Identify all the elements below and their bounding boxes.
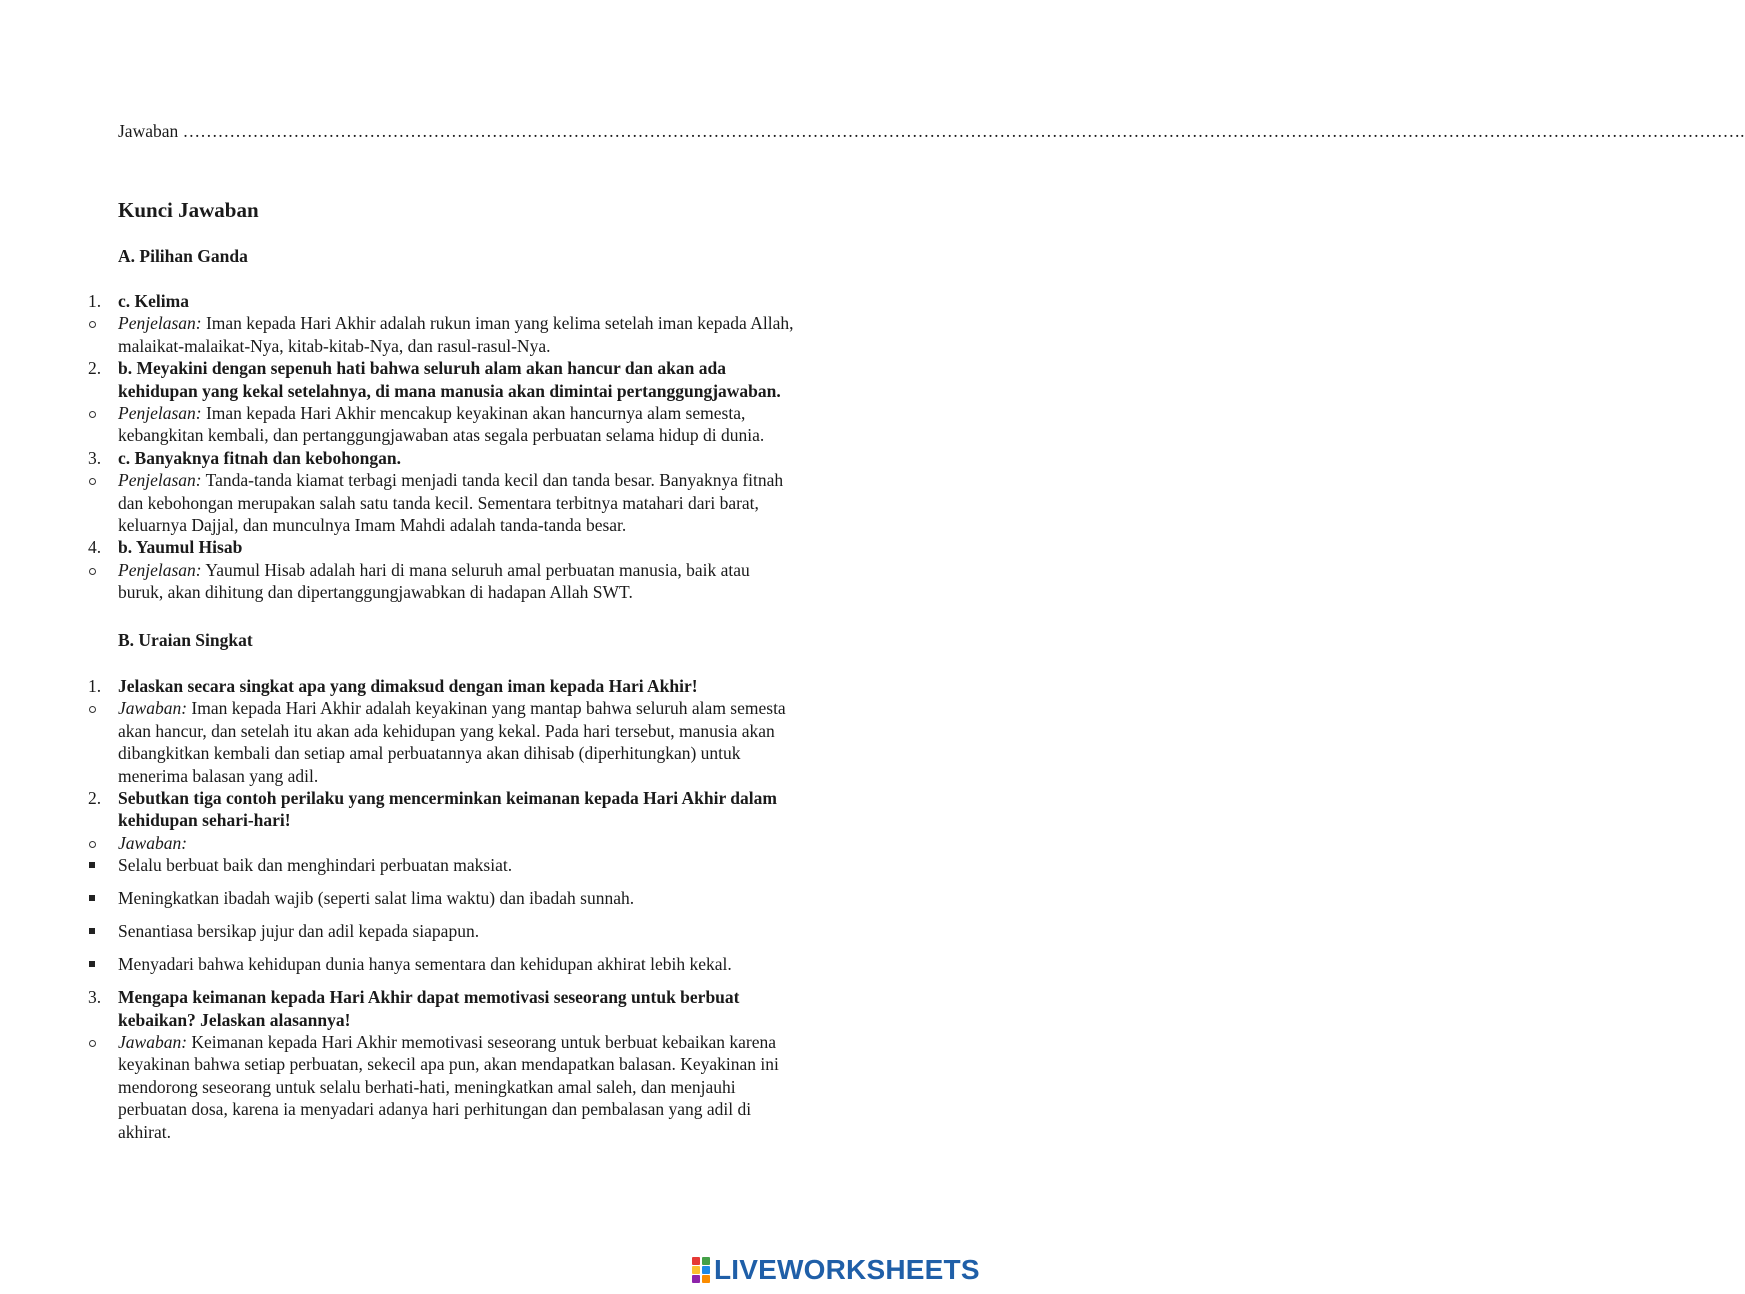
essay-question: Mengapa keimanan kepada Hari Akhir dapat memotivasi seseorang untuk berbuat [118,987,740,1008]
circle-bullet-icon [89,568,96,575]
explanation-text: Yaumul Hisab adalah hari di mana seluruh amal perbuatan manusia, baik atau [201,559,750,580]
page-title: Kunci Jawaban [118,198,259,222]
circle-bullet-icon [89,706,96,713]
answer-line: dibangkitkan kembali dan setiap amal perbuatannya akan dihisab (diperhitungkan) untuk [118,743,741,764]
explanation-label: Jawaban: [118,1032,188,1052]
explanation-label: Jawaban: [118,698,188,719]
explanation-line [118,312,793,334]
item-number: 4. [88,537,102,558]
item-number: 1. [88,291,102,311]
explanation-text: Tanda-tanda kiamat terbagi menjadi tanda kecil dan tanda besar. Banyaknya fitnah [201,470,784,491]
square-bullet-icon [89,928,95,934]
answer-line: menerima balasan yang adil. [118,765,319,786]
explanation-text: Keimanan kepada Hari Akhir memotivasi seseorang untuk berbuat kebaikan karena [187,1032,776,1052]
mc-answer: c. Kelima [118,291,189,311]
explanation-text: Iman kepada Hari Akhir adalah rukun iman yang kelima setelah iman kepada Allah, [201,313,794,334]
bullet-item: Meningkatkan ibadah wajib (seperti salat lima waktu) dan ibadah sunnah. [118,888,635,909]
liveworksheets-logo [692,1254,980,1286]
answer-line: perbuatan dosa, karena ia menyadari adanya hari perhitungan dan pembalasan yang adil di [118,1099,752,1120]
liveworksheets-logo-text: LIVEWORKSHEETS [714,1254,980,1285]
explanation-line: keluarnya Dajjal, dan munculnya Imam Mahdi adalah tanda-tanda besar. [118,515,627,535]
explanation-line [118,697,786,719]
explanation-text: Iman kepada Hari Akhir mencakup keyakinan akan hancurnya alam semesta, [201,403,746,423]
answer-line: Jawaban ……………………………………………………………………………………………………………………………………………………………………………………………………………………………………………. [118,121,1745,141]
mc-answer: kehidupan yang kekal setelahnya, di mana manusia akan dimintai pertanggungjawaban. [118,380,781,401]
answer-line: akan hancur, dan setelah itu akan ada kehidupan yang kekal. Pada hari tersebut, manusia akan [118,720,775,741]
answer-line: akhirat. [118,1121,171,1142]
essay-question: kehidupan sehari-hari! [118,810,291,831]
circle-bullet-icon [89,321,96,328]
item-number: 2. [88,358,102,379]
explanation-label: Penjelasan: [118,559,202,580]
item-number: 1. [88,676,102,696]
item-number: 2. [88,788,102,808]
explanation-line [118,832,187,854]
mc-answer: c. Banyaknya fitnah dan kebohongan. [118,447,402,468]
bullet-item: Senantiasa bersikap jujur dan adil kepada siapapun. [118,921,480,942]
essay-question: Jelaskan secara singkat apa yang dimaksud dengan iman kepada Hari Akhir! [118,676,698,696]
circle-bullet-icon [89,478,96,485]
explanation-label: Jawaban: [118,832,188,853]
explanation-label: Penjelasan: [118,403,202,423]
circle-bullet-icon [89,411,96,418]
mc-answer: b. Meyakini dengan sepenuh hati bahwa seluruh alam akan hancur dan akan ada [118,358,726,379]
circle-bullet-icon [89,841,96,848]
square-bullet-icon [89,961,95,967]
essay-question: Sebutkan tiga contoh perilaku yang mencerminkan keimanan kepada Hari Akhir dalam [118,788,777,808]
square-bullet-icon [89,862,95,868]
section-a-heading: A. Pilihan Ganda [118,246,248,266]
explanation-text: Iman kepada Hari Akhir adalah keyakinan yang mantap bahwa seluruh alam semesta [187,698,786,719]
mc-answer: b. Yaumul Hisab [118,537,243,558]
answer-line: mendorong seseorang untuk selalu berhati-hati, meningkatkan amal saleh, dan menjauhi [118,1076,736,1097]
explanation-line: dan kebohongan merupakan salah satu tanda kecil. Sementara terbitnya matahari dari barat, [118,492,759,513]
circle-bullet-icon [89,1040,96,1047]
explanation-line: malaikat-malaikat-Nya, kitab-kitab-Nya, dan rasul-rasul-Nya. [118,335,551,356]
explanation-label: Penjelasan: [118,313,202,334]
explanation-line [118,469,783,491]
bullet-item: Menyadari bahwa kehidupan dunia hanya sementara dan kehidupan akhirat lebih kekal. [118,954,732,975]
explanation-line: buruk, akan dihitung dan dipertanggungjawabkan di hadapan Allah SWT. [118,582,633,603]
explanation-line [118,559,750,581]
item-number: 3. [88,987,102,1008]
liveworksheets-logo-icon [692,1255,710,1285]
explanation-line: kebangkitan kembali, dan pertanggungjawaban atas segala perbuatan selama hidup di dunia. [118,425,765,446]
bullet-item: Selalu berbuat baik dan menghindari perbuatan maksiat. [118,855,513,876]
answer-line: keyakinan bahwa setiap perbuatan, sekecil apa pun, akan mendapatkan balasan. Keyakinan ini [118,1054,779,1075]
explanation-line [118,402,745,424]
section-b-heading: B. Uraian Singkat [118,630,253,650]
item-number: 3. [88,447,102,468]
explanation-label: Penjelasan: [118,470,202,491]
essay-question: kebaikan? Jelaskan alasannya! [118,1009,351,1030]
explanation-line [118,1031,776,1053]
square-bullet-icon [89,895,95,901]
